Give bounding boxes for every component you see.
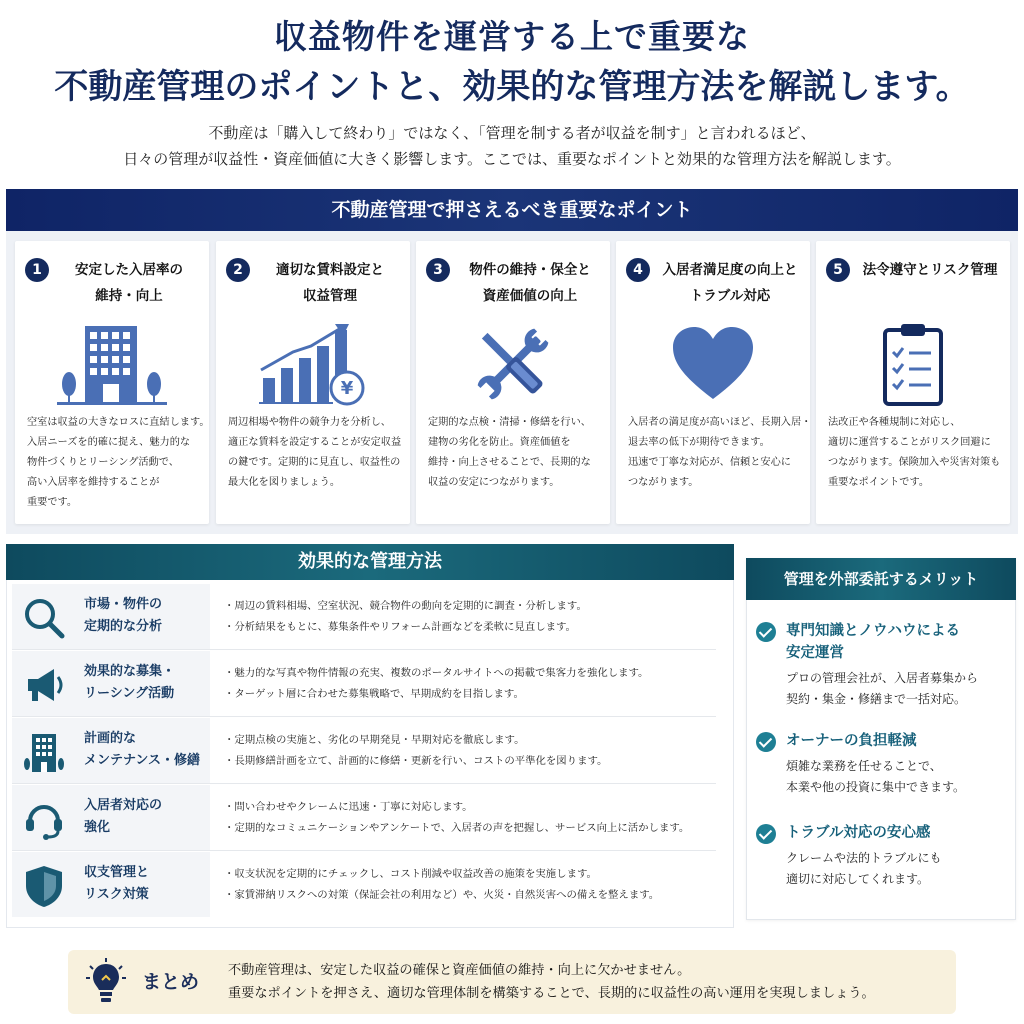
merit-desc-line: 本業や他の投資に集中できます。 [786,780,966,794]
method-row [12,785,716,851]
point-card-5 [816,241,1010,524]
merit-description [786,668,1011,710]
point-desc-line: 物件づくりとリーシング活動で、 [27,457,179,468]
merit-description [786,848,1011,890]
title-line-1: 収益物件を運営する上で重要な [274,17,750,56]
point-desc-line: 法改正や各種規制に対応し、 [828,417,961,428]
point-desc-line: 退去率の低下が期待できます。 [628,437,770,448]
merit-title-line: 専門知識とノウハウによる [786,623,960,639]
point-description [27,413,210,513]
merit-title-line: 安定運営 [786,645,844,661]
merit-title-line: オーナーの負担軽減 [786,733,917,749]
point-desc-line: 定期的な点検・清掃・修繕を行い、 [428,417,591,428]
building-icon [22,730,66,774]
point-title [456,257,604,309]
point-desc-line: 最大化を図りましょう。 [228,477,341,488]
point-desc-line: 迅速で丁寧な対応が、信頼と安心に [628,457,791,468]
check-circle-icon [756,824,776,844]
svg-text:¥: ¥ [340,378,354,399]
point-title-line: 安定した入居率の [75,262,183,278]
point-title-line: 維持・向上 [95,288,163,304]
method-name-line: 入居者対応の [84,798,163,813]
method-name [84,862,149,906]
method-text [224,596,587,638]
point-title-line: 適切な賃料設定と [276,262,384,278]
point-desc-line: つながります。 [628,477,699,488]
point-desc-line: 適正な賃料を設定することが安定収益 [228,437,402,448]
point-desc-line: 高い入居率を維持することが [27,477,160,488]
method-text [224,864,659,906]
merit-desc-line: プロの管理会社が、入居者募集から [786,671,979,685]
summary-box [68,950,956,1014]
point-number: 5 [826,258,850,282]
point-desc-line: 入居ニーズを的確に捉え、魅力的な [27,437,191,448]
method-name-line: 計画的な [84,731,137,746]
point-card-4 [616,241,810,524]
point-desc-line: 収益の安定につながります。 [428,477,560,488]
point-number: 2 [226,258,250,282]
shield-icon [22,864,66,908]
method-name [84,661,175,705]
point-desc-line: 周辺相場や物件の競争力を分析し、 [228,417,391,428]
merits-header: 管理を外部委託するメリット [746,558,1016,600]
point-title-line: トラブル対応 [689,288,771,304]
point-desc-line: の鍵です。定期的に見直し、収益性の [228,457,401,468]
point-title-line: 法令遵守とリスク管理 [862,262,998,278]
method-name-line: リスク対策 [84,887,149,902]
point-title [856,257,1004,283]
method-text-line: ・ターゲット層に合わせた募集戦略で、早期成約を目指します。 [224,688,524,700]
point-desc-line: つながります。保険加入や災害対策も [828,457,1001,468]
method-name [84,795,162,839]
method-name-line: 収支管理と [84,865,150,880]
point-number: 1 [25,258,49,282]
point-description [628,413,812,493]
method-text [224,730,607,772]
method-name [84,728,200,772]
heart-icon [616,319,810,409]
method-row [12,584,716,650]
method-name-line: 定期的な分析 [84,619,163,634]
lead-line-2: 日々の管理が収益性・資産価値に大きく影響します。ここでは、重要なポイントと効果的な管理方法を解説します。 [123,150,901,168]
point-card-2 [216,241,410,524]
method-text-line: ・定期的なコミュニケーションやアンケートで、入居者の声を把握し、サービス向上に活かします。 [224,822,690,834]
merit-title-line: トラブル対応の安心感 [786,825,931,841]
point-title-line: 収益管理 [303,288,357,304]
merit-item [756,620,1011,710]
point-desc-line: 空室は収益の大きなロスに直結します。 [27,417,210,428]
method-row [12,651,716,717]
summary-line-2: 重要なポイントを押さえ、適切な管理体制を構築することで、長期的に収益性の高い運用を実現しましょう。 [228,986,875,1001]
method-name-line: リーシング活動 [84,686,175,701]
method-text-line: ・周辺の賃料相場、空室状況、競合物件の動向を定期的に調査・分析します。 [224,600,587,612]
method-name [84,594,162,638]
method-text-line: ・定期点検の実施と、劣化の早期発見・早期対応を徹底します。 [224,734,525,746]
point-card-1 [15,241,209,524]
megaphone-icon [22,663,66,707]
point-description [428,413,602,493]
point-desc-line: 適切に運営することがリスク回避に [828,437,991,448]
merit-title [786,730,917,752]
lightbulb-icon [86,958,126,1006]
method-row [12,852,716,918]
point-description [228,413,402,493]
method-text-line: ・魅力的な写真や物件情報の充実、複数のポータルサイトへの掲載で集客力を強化します。 [224,667,649,679]
method-text [224,663,648,705]
clipboard-checklist-icon [816,319,1010,409]
merit-title [786,822,930,844]
point-title-line: 資産価値の向上 [482,288,578,304]
point-card-3 [416,241,610,524]
method-text-line: ・長期修繕計画を立て、計画的に修繕・更新を行い、コストの平準化を図ります。 [224,755,608,767]
page-title [0,14,1024,112]
method-text [224,797,689,839]
method-text-line: ・家賃滞納リスクへの対策（保証会社の利用など）や、火災・自然災害への備えを整えます。 [224,889,660,901]
point-title [256,257,404,309]
method-text-line: ・問い合わせやクレームに迅速・丁寧に対応します。 [224,801,473,813]
magnifier-icon [22,596,66,640]
building-icon [15,319,209,409]
method-text-line: ・収支状況を定期的にチェックし、コスト削減や収益改善の施策を実施します。 [224,868,597,880]
merit-title [786,620,960,664]
merit-description [786,756,1011,798]
point-desc-line: 入居者の満足度が高いほど、長期入居・ [628,417,812,428]
merit-desc-line: 契約・集金・修繕まで一括対応。 [786,692,967,706]
headset-icon [22,797,66,841]
point-title [55,257,203,309]
points-header: 不動産管理で押さえるべき重要なポイント [6,189,1018,231]
lead-line-1: 不動産は「購入して終わり」ではなく、「管理を制する者が収益を制す」と言われるほど、 [208,124,816,142]
point-title-line: 入居者満足度の向上と [662,262,798,278]
check-circle-icon [756,622,776,642]
wrench-screwdriver-icon [416,319,610,409]
title-line-2: 不動産管理のポイントと、効果的な管理方法を解説します。 [54,67,970,107]
point-desc-line: 重要です。 [27,497,78,508]
merit-item [756,730,1011,798]
point-number: 4 [626,258,650,282]
method-name-line: 市場・物件の [84,597,163,612]
merit-desc-line: 適切に対応してくれます。 [786,872,930,886]
merit-desc-line: 煩雑な業務を任せることで、 [786,759,942,773]
merit-desc-line: クレームや法的トラブルにも [786,851,942,865]
method-text-line: ・分析結果をもとに、募集条件やリフォーム計画などを柔軟に見直します。 [224,621,576,633]
point-desc-line: 建物の劣化を防止。資産価値を [428,437,571,448]
point-desc-line: 重要なポイントです。 [828,477,930,488]
growth-chart-yen-icon [216,319,410,409]
method-name-line: メンテナンス・修繕 [84,753,200,768]
check-circle-icon [756,732,776,752]
point-description [828,413,1002,493]
methods-header: 効果的な管理方法 [6,544,734,580]
point-number: 3 [426,258,450,282]
lead-text [0,120,1024,172]
method-name-line: 効果的な募集・ [84,664,176,679]
summary-line-1: 不動産管理は、安定した収益の確保と資産価値の維持・向上に欠かせません。 [228,963,691,978]
point-desc-line: 維持・向上させることで、長期的な [428,457,591,468]
summary-label: まとめ [142,971,200,993]
method-name-line: 強化 [84,820,111,835]
method-row [12,718,716,784]
point-title [656,257,804,309]
summary-text [228,959,875,1005]
merit-item [756,822,1011,890]
point-title-line: 物件の維持・保全と [469,262,591,278]
